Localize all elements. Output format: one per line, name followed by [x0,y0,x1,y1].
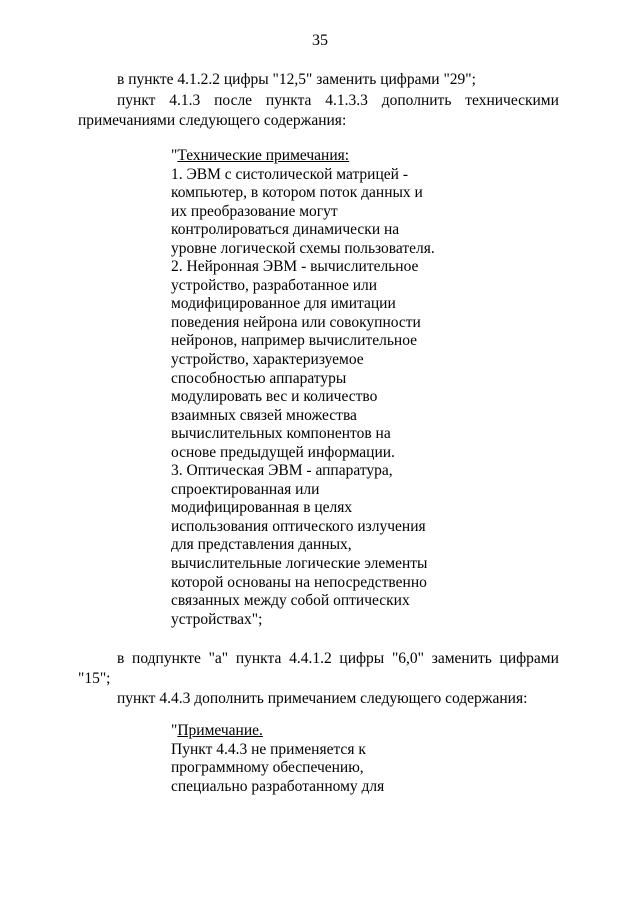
note-line: взаимных связей множества [171,406,357,424]
note-line: контролироваться динамически на [171,221,400,239]
note-line: модифицированная в целях [171,499,353,517]
paragraph-3-line-1 [117,650,559,668]
note-line: устройство, характеризуемое [171,351,364,369]
note-line: уровне логической схемы пользователя. [171,239,435,257]
note-line: связанных между собой оптических [171,592,410,610]
technical-notes-heading: "Технические примечания: [171,147,350,164]
paragraph-1: в пункте 4.1.2.2 цифры "12,5" заменить цифрами "29"; [117,71,476,88]
note-line: для представления данных, [171,536,352,554]
note-line: 2. Нейронная ЭВМ - вычислительное [171,258,419,276]
note-line: 1. ЭВМ с систолической матрицей - [171,165,408,183]
word: пункт [117,92,156,109]
paragraph-2-line-1 [117,92,559,110]
word: 4.1.3.3 [325,92,368,109]
word: в [117,650,125,667]
note-line: вычислительных компонентов на [171,425,391,443]
paragraph-4: пункт 4.4.3 дополнить примечанием следующего содержания: [117,690,528,707]
note-line: 3. Оптическая ЭВМ - аппаратура, [171,462,393,480]
note-line: основе предыдущей информации. [171,443,395,461]
word: 4.4.1.2 [289,650,332,667]
word: дополнить [381,92,452,109]
page-number: 35 [312,32,328,49]
paragraph-2-line-2: примечаниями следующего содержания: [78,112,347,129]
paragraph-3-line-2: "15"; [78,670,111,687]
note-line: устройствах"; [171,610,263,628]
word: цифры [339,650,385,667]
note-line: Пункт 4.4.3 не применяется к [171,740,366,758]
note-line: модифицированное для имитации [171,295,396,313]
note-line: спроектированная или [171,480,320,498]
word: "6,0" [391,650,424,667]
note-block [171,722,384,796]
note-line: их преобразование могут [171,202,338,220]
note-line: специально разработанному для [171,777,385,795]
word: подпункте [132,650,201,667]
word: техническими [465,92,559,109]
technical-notes-block [171,147,435,629]
word: цифрами [499,650,559,667]
note-line: способностью аппаратуры [171,369,347,387]
note-line: использования оптического излучения [171,517,426,535]
word: "а" [208,650,229,667]
note-line: компьютер, в котором поток данных и [171,184,423,202]
note-line: модулировать вес и количество [171,388,378,406]
note-line: программному обеспечению, [171,759,364,777]
note-line: нейронов, например вычислительное [171,332,418,350]
note-heading: "Примечание. [171,722,263,739]
word: пункта [265,92,312,109]
note-line: устройство, разработанное или [171,276,378,294]
note-line: поведения нейрона или совокупности [171,313,421,331]
word: 4.1.3 [169,92,201,109]
note-line: вычислительные логические элементы [171,555,428,573]
note-line: которой основаны на непосредственно [171,573,427,591]
word: после [214,92,253,109]
word: заменить [431,650,492,667]
word: пункта [235,650,282,667]
